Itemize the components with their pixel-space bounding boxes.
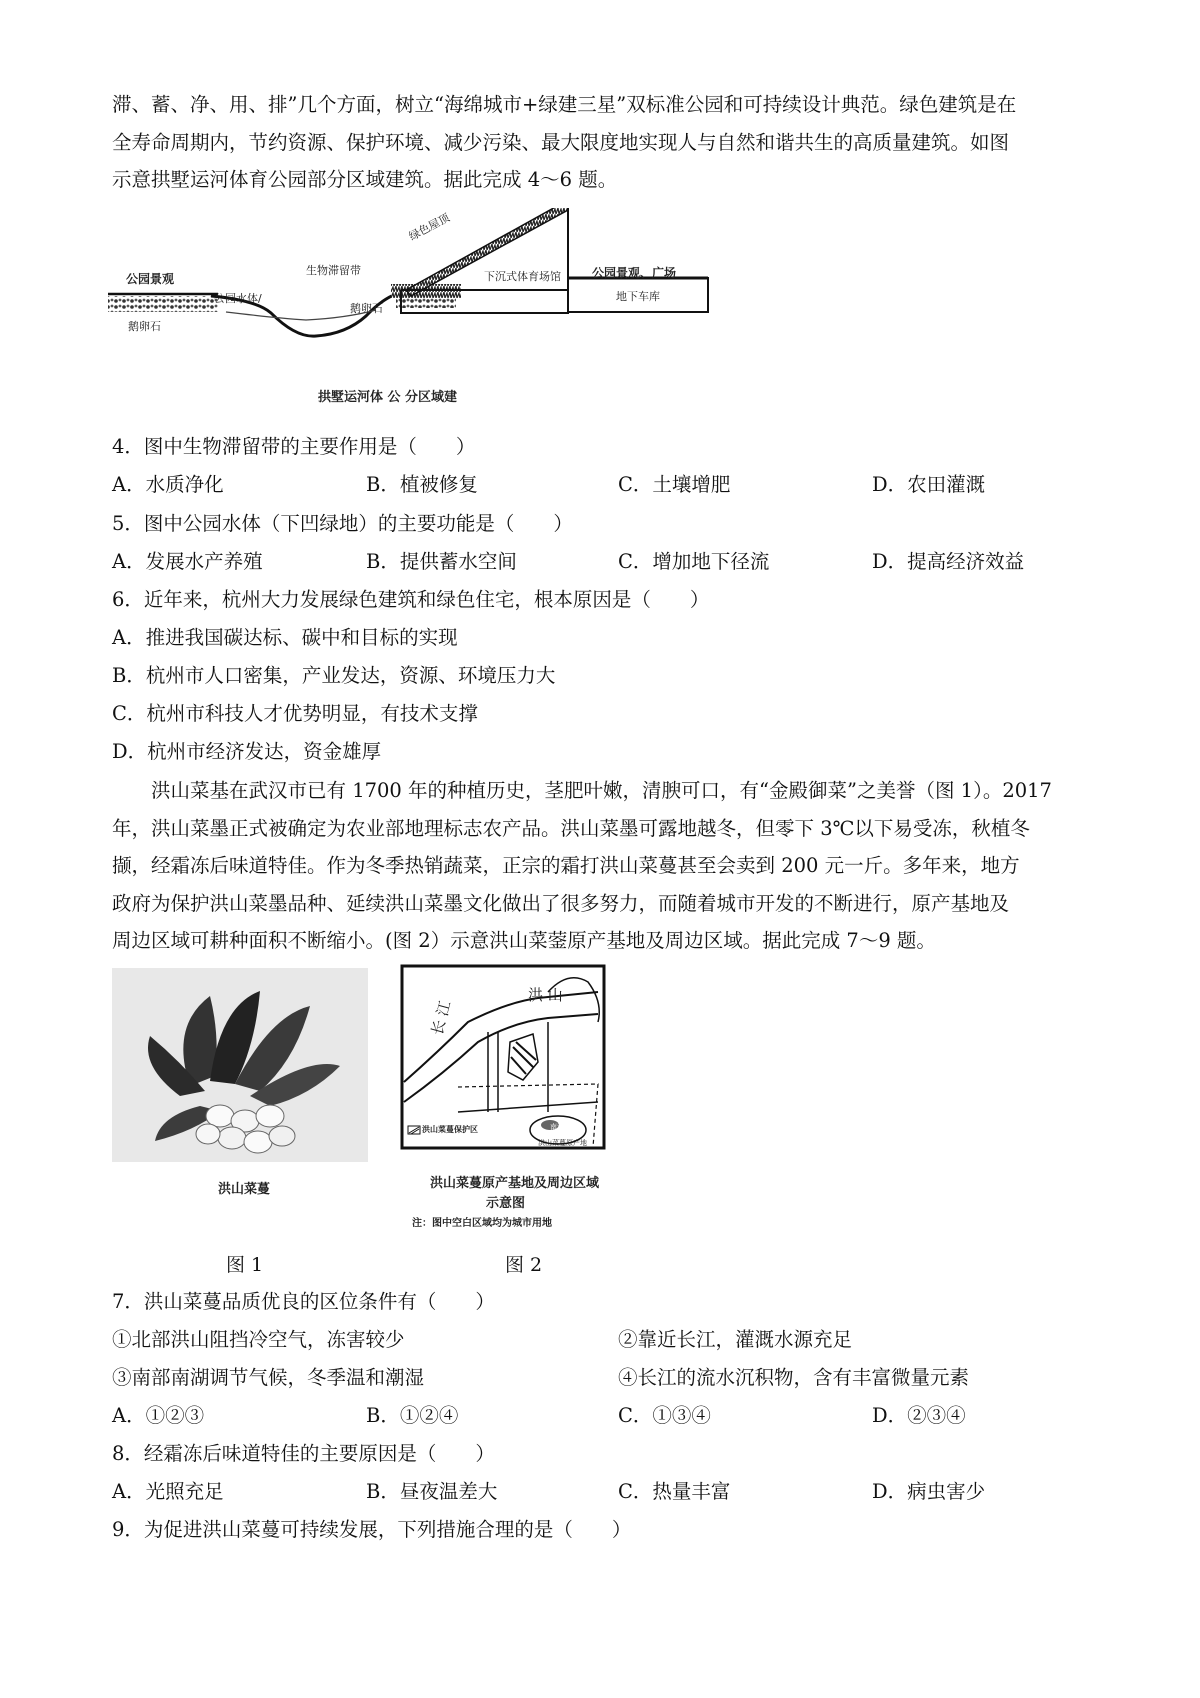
passage-line: 洪山菜基在武汉市已有 1700 年的种植历史，茎肥叶嫩，清腴可口，有“金殿御菜”之美誉（图 1）。2017 <box>151 779 1052 802</box>
passage-line: 年，洪山菜墨正式被确定为农业部地理标志农产品。洪山菜墨可露地越冬，但零下 3℃以下易受冻，秋植冬 <box>112 816 1030 840</box>
intro-line: 全寿命周期内，节约资源、保护环境、减少污染、最大限度地实现人与自然和谐共生的高质量建筑。如图 <box>112 130 1010 154</box>
q6-option-c: C．杭州市科技人才优势明显，有技术支撑 <box>112 702 478 725</box>
passage-hongshan <box>112 772 1102 960</box>
q4-option-c: C．土壤增肥 <box>618 473 731 496</box>
q4-option-a: A．水质净化 <box>112 473 224 496</box>
q5-option-d: D．提高经济效益 <box>872 550 1025 573</box>
q7-stem: 7．洪山菜蔓品质优良的区位条件有（ ） <box>112 1290 495 1313</box>
label-hill: 洪 山 <box>528 986 563 1004</box>
q7-option-c: C．①③④ <box>618 1404 711 1427</box>
q8-option-c: C．热量丰富 <box>618 1480 731 1503</box>
label-bio-retention: 生物滞留带 <box>306 264 361 277</box>
hongshan-map-figure <box>398 962 628 1232</box>
q7-option-b: B．①②④ <box>366 1404 459 1427</box>
q7-item-2: ②靠近长江，灌溉水源充足 <box>618 1328 853 1351</box>
q5-option-b: B．提供蓄水空间 <box>366 550 517 573</box>
label-pebble-mid: 鹅卵石 <box>350 302 383 315</box>
map-note: 注：图中空白区域均为城市用地 <box>412 1218 552 1229</box>
label-river: 长 江 <box>427 998 455 1038</box>
q7-item-1: ①北部洪山阻挡冷空气，冻害较少 <box>112 1328 405 1351</box>
intro-line: 滞、蓄、净、用、排”几个方面，树立“海绵城市+绿建三星”双标准公园和可持续设计典范。绿色建筑是在 <box>112 93 1017 116</box>
pebble-layer-mid <box>396 298 456 308</box>
q7-option-a: A．①②③ <box>112 1404 205 1427</box>
q4-stem: 4．图中生物滞留带的主要作用是（ ） <box>112 435 476 458</box>
passage-line: 撷，经霜冻后味道特佳。作为冬季热销蔬菜，正宗的霜打洪山菜蔓甚至会卖到 200 元一斤。多年来，地方 <box>112 854 1020 877</box>
photo-caption: 洪山菜蔓 <box>218 1182 271 1197</box>
q7-item-4: ④长江的流水沉积物，含有丰富微量元素 <box>618 1366 970 1389</box>
label-park-water: 公园水体/ <box>214 292 262 305</box>
q6-option-b: B．杭州市人口密集，产业发达，资源、环境压力大 <box>112 664 556 687</box>
park-section-figure <box>106 208 786 418</box>
label-garage: 地下车库 <box>616 290 660 303</box>
map-caption-2: 示意图 <box>486 1196 526 1211</box>
q8-option-d: D．病虫害少 <box>872 1480 986 1503</box>
q8-option-a: A．光照充足 <box>112 1480 224 1503</box>
label-sunken-gym: 下沉式体育场馆 <box>484 270 561 283</box>
vegetable-photo-figure <box>110 966 370 1196</box>
figure-label-2: 图 2 <box>505 1254 543 1276</box>
intro-line: 示意拱墅运河体育公园部分区域建筑。据此完成 4～6 题。 <box>112 168 618 191</box>
q4-option-d: D．农田灌溉 <box>872 473 986 496</box>
legend-lake-label: 南湖 <box>550 1123 564 1131</box>
q7-option-d: D．②③④ <box>872 1404 966 1427</box>
passage-line: 政府为保护洪山菜墨品种、延续洪山菜墨文化做出了很多努力，而随着城市开发的不断进行，原产基地及 <box>112 891 1010 915</box>
q6-stem: 6．近年来，杭州大力发展绿色建筑和绿色住宅，根本原因是（ ） <box>112 588 710 611</box>
legend-protect-label: 洪山菜蔓保护区 <box>422 1125 478 1134</box>
figure-label-1: 图 1 <box>226 1254 264 1276</box>
pebble-layer-left <box>108 296 218 312</box>
q6-option-d: D．杭州市经济发达，资金雄厚 <box>112 740 382 763</box>
label-park-landscape-left: 公园景观 <box>126 272 175 286</box>
q5-option-a: A．发展水产养殖 <box>112 550 263 573</box>
q8-option-b: B．昼夜温差大 <box>366 1480 498 1503</box>
q9-stem: 9．为促进洪山菜蔓可持续发展，下列措施合理的是（ ） <box>112 1518 632 1541</box>
q8-stem: 8．经霜冻后味道特佳的主要原因是（ ） <box>112 1442 495 1465</box>
legend-lake-note: 洪山菜蔓原产地 <box>538 1139 587 1147</box>
intro-paragraph <box>112 86 1102 199</box>
label-green-roof: 绿色屋顶 <box>406 211 452 244</box>
q5-stem: 5．图中公园水体（下凹绿地）的主要功能是（ ） <box>112 512 573 535</box>
figure1-caption: 拱墅运河体 公 分区域建 <box>318 390 458 405</box>
q5-option-c: C．增加地下径流 <box>618 550 770 573</box>
label-park-square: 公园景观、广场 <box>592 266 677 280</box>
q6-option-a: A．推进我国碳达标、碳中和目标的实现 <box>112 626 458 649</box>
q7-item-3: ③南部南湖调节气候，冬季温和潮湿 <box>112 1366 425 1389</box>
q4-option-b: B．植被修复 <box>366 473 478 496</box>
label-pebble-left: 鹅卵石 <box>128 320 161 333</box>
vegetable-photo <box>110 966 370 1166</box>
passage-line: 周边区域可耕种面积不断缩小。(图 2）示意洪山菜蓥原产基地及周边区域。据此完成 7～9 题。 <box>112 929 936 952</box>
map-caption-1: 洪山菜蔓原产基地及周边区域 <box>430 1176 600 1191</box>
